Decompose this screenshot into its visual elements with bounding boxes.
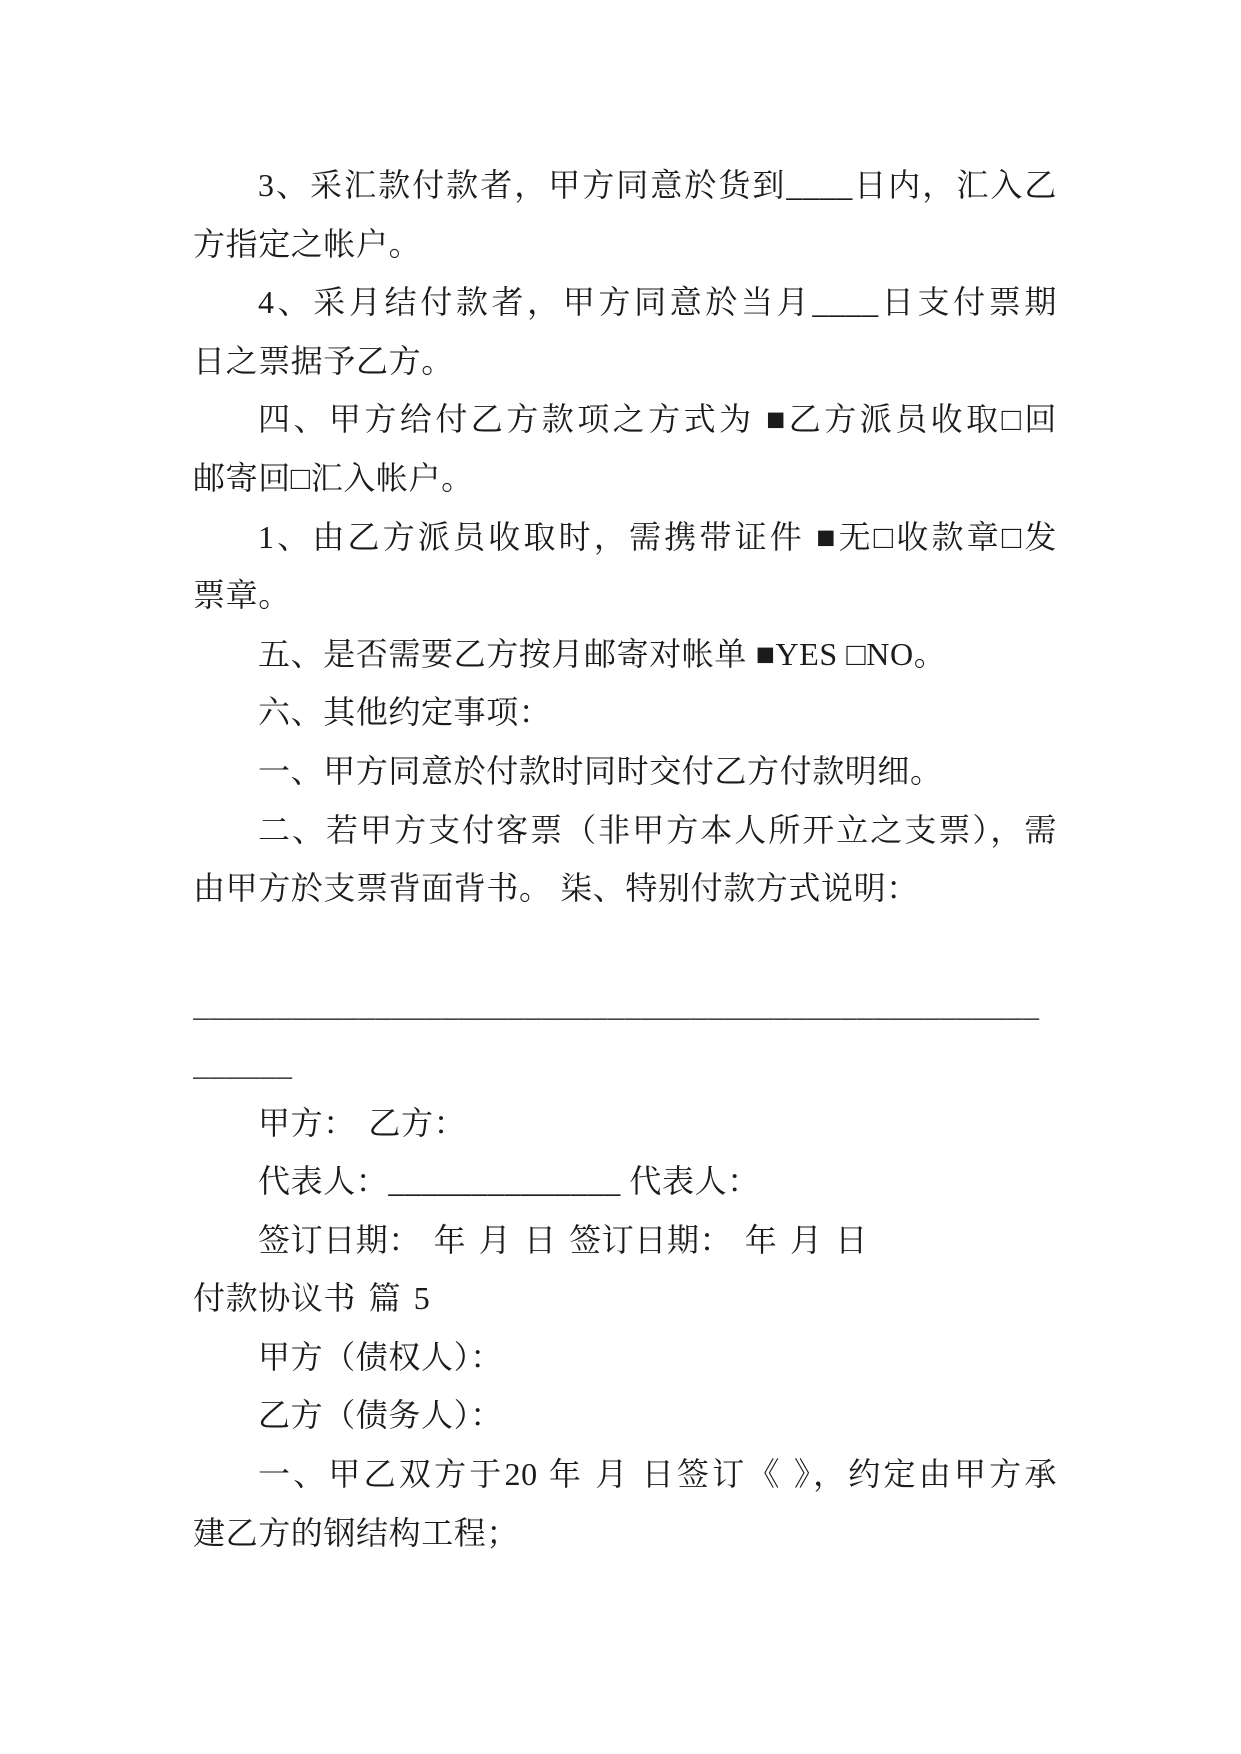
clause-one-contract-line-2: 建乙方的钢结构工程； xyxy=(193,1514,520,1551)
clause-monthly-settlement-line-2: 日之票据予乙方。 xyxy=(193,342,454,379)
clause-customer-check-line-1: 二、若甲方支付客票（非甲方本人所开立之支票），需 xyxy=(258,811,1057,848)
clause-payment-details: 一、甲方同意於付款时同时交付乙方付款明细。 xyxy=(258,752,943,789)
clause-remittance-line-2: 方指定之帐户。 xyxy=(193,225,422,262)
clause-customer-check-line-2: 由甲方於支票背面背书。 柒、特别付款方式说明： xyxy=(193,870,919,907)
signature-representatives: 代表人：______________ 代表人： xyxy=(258,1163,760,1200)
section-four-payment-method-line-1: 四、甲方给付乙方款项之方式为 ■乙方派员收取□回 xyxy=(258,401,1057,438)
fill-in-rule-short: ______ xyxy=(193,1045,293,1082)
signature-dates: 签订日期： 年 月 日 签订日期： 年 月 日 xyxy=(258,1221,868,1258)
party-debtor: 乙方（债务人）： xyxy=(258,1397,503,1434)
clause-one-contract-line-1: 一、甲乙双方于20 年 月 日签订《 》，约定由甲方承 xyxy=(258,1456,1057,1493)
blank-line xyxy=(193,918,1057,977)
section-six-heading: 六、其他约定事项： xyxy=(258,694,552,731)
clause-collection-documents-line-2: 票章。 xyxy=(193,577,291,614)
agreement-title: 付款协议书 篇 5 xyxy=(193,1280,431,1317)
signature-parties: 甲方： 乙方： xyxy=(258,1104,467,1141)
document-body xyxy=(193,156,1057,1562)
section-five-statement-mailing: 五、是否需要乙方按月邮寄对帐单 ■YES □NO。 xyxy=(258,635,947,672)
clause-monthly-settlement-line-1: 4、采月结付款者，甲方同意於当月____日支付票期 xyxy=(258,284,1057,321)
clause-collection-documents-line-1: 1、由乙方派员收取时，需携带证件 ■无□收款章□发 xyxy=(258,518,1057,555)
clause-remittance-line-1: 3、采汇款付款者，甲方同意於货到____日内，汇入乙 xyxy=(258,167,1057,203)
fill-in-rule-long: ___________________________________________________ xyxy=(193,987,1040,1024)
section-four-payment-method-line-2: 邮寄回□汇入帐户。 xyxy=(193,459,474,496)
party-creditor: 甲方（债权人）： xyxy=(258,1338,503,1375)
